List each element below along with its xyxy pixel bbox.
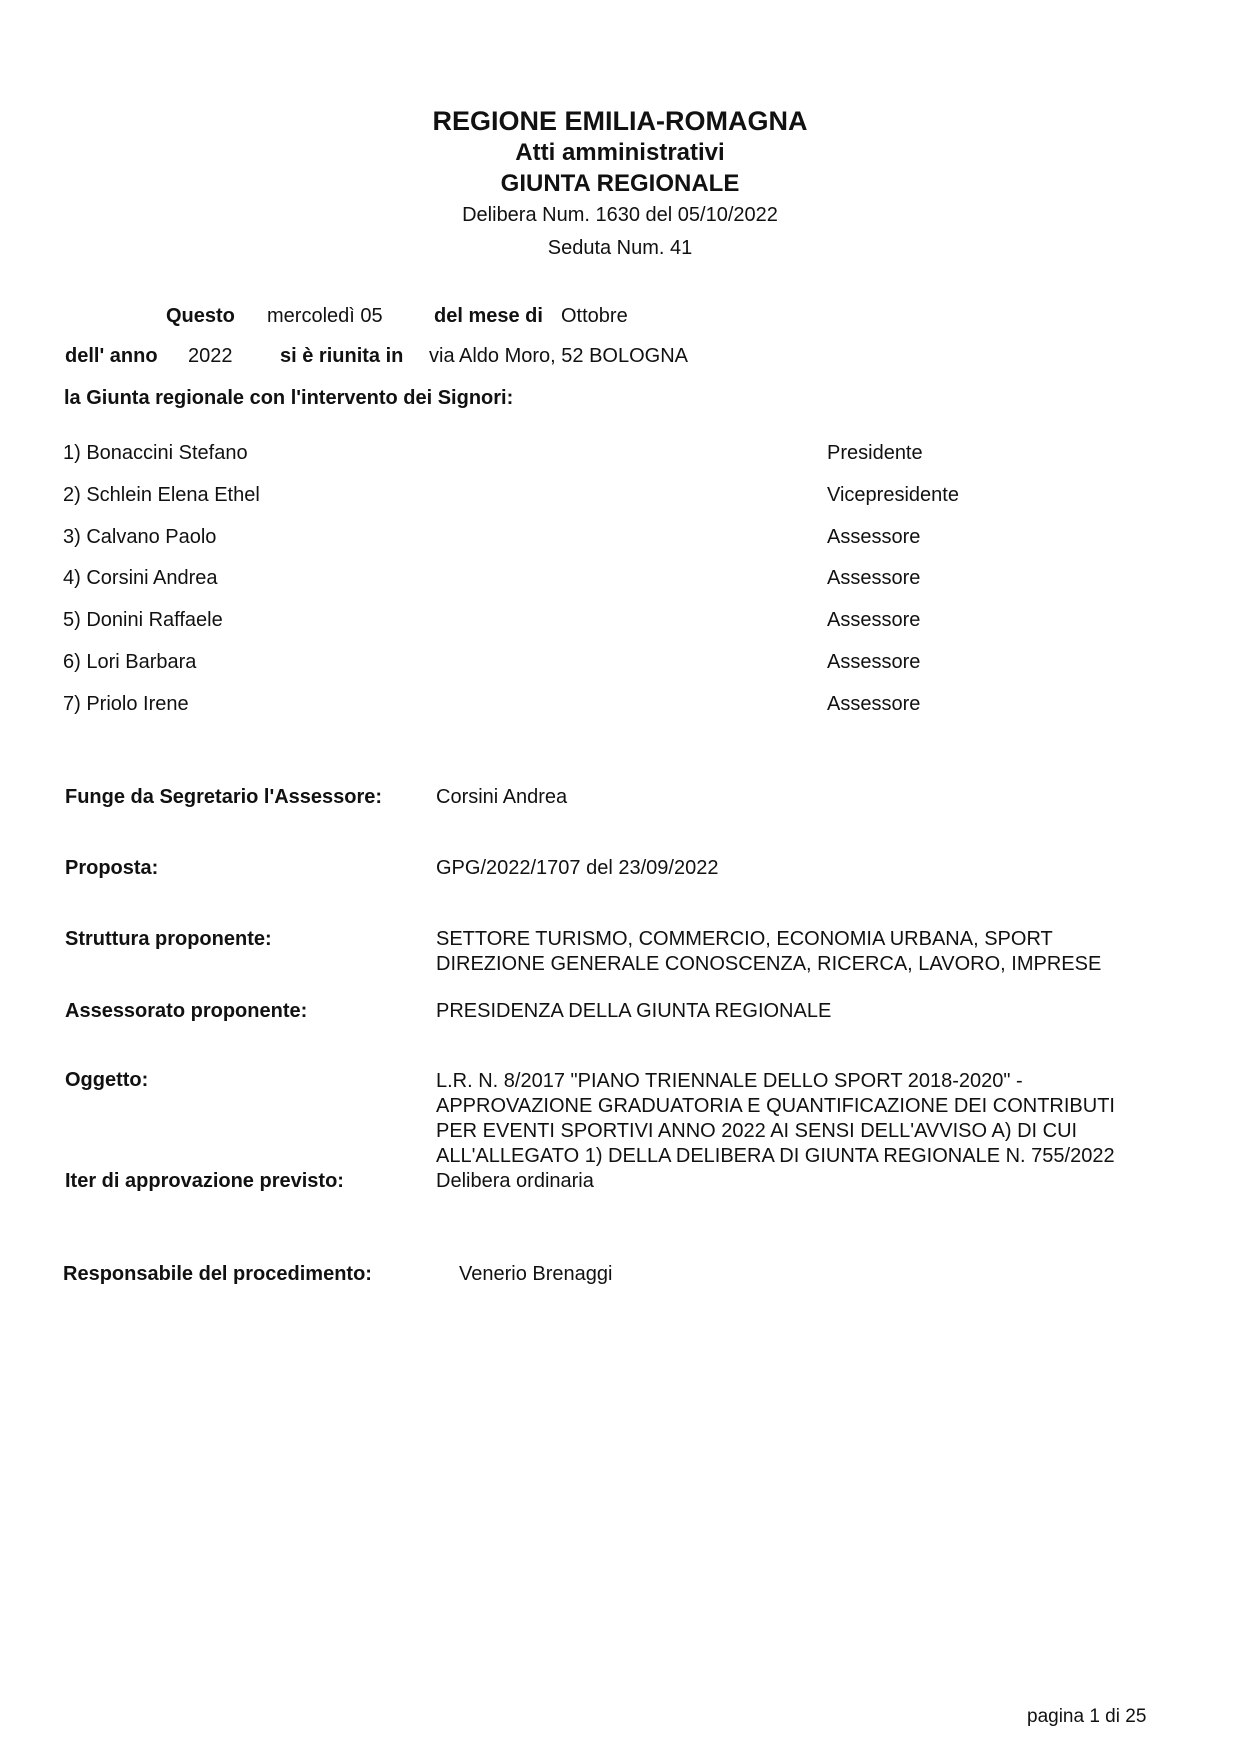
questo-label: Questo bbox=[166, 305, 235, 327]
iter-value: Delibera ordinaria bbox=[436, 1170, 594, 1192]
anno-label: dell' anno bbox=[65, 345, 158, 367]
proposta-label: Proposta: bbox=[65, 857, 159, 879]
member-name: 3) Calvano Paolo bbox=[63, 526, 217, 548]
assessorato-value: PRESIDENZA DELLA GIUNTA REGIONALE bbox=[436, 1000, 832, 1022]
responsabile-value: Venerio Brenaggi bbox=[459, 1263, 613, 1285]
member-role: Vicepresidente bbox=[827, 484, 959, 506]
document-subtitle: Atti amministrativi bbox=[515, 139, 725, 166]
member-role: Assessore bbox=[827, 526, 921, 548]
session-place: via Aldo Moro, 52 BOLOGNA bbox=[429, 345, 689, 367]
member-name: 7) Priolo Irene bbox=[63, 693, 189, 715]
member-role: Assessore bbox=[827, 693, 921, 715]
seduta-number: Seduta Num. 41 bbox=[547, 237, 693, 259]
attendance-intro: la Giunta regionale con l'intervento dei Signori: bbox=[64, 387, 514, 409]
struttura-label: Struttura proponente: bbox=[65, 928, 272, 950]
member-name: 4) Corsini Andrea bbox=[63, 567, 218, 589]
proposta-value: GPG/2022/1707 del 23/09/2022 bbox=[436, 857, 719, 879]
struttura-line-2: DIREZIONE GENERALE CONOSCENZA, RICERCA, LAVORO, IMPRESE bbox=[436, 953, 1102, 975]
oggetto-value: L.R. N. 8/2017 "PIANO TRIENNALE DELLO SPORT 2018-2020" - APPROVAZIONE GRADUATORIA E QUANTIFICAZIONE DEI CONTRIBUTI PER EVENTI SPORTIVI ANNO 2022 AI SENSI DELL'AVVISO A) DI CUI ALL'ALLEGATO 1) DELLA DELIBERA DI GIUNTA REGIONALE N. 755/2022 bbox=[436, 1070, 1115, 1167]
iter-label: Iter di approvazione previsto: bbox=[65, 1170, 344, 1192]
member-role: Assessore bbox=[827, 609, 921, 631]
riunita-label: si è riunita in bbox=[280, 345, 404, 367]
member-name: 2) Schlein Elena Ethel bbox=[63, 484, 260, 506]
giunta-title: GIUNTA REGIONALE bbox=[500, 170, 740, 197]
session-month: Ottobre bbox=[561, 305, 628, 327]
page-number: pagina 1 di 25 bbox=[1027, 1706, 1147, 1727]
assessorato-label: Assessorato proponente: bbox=[65, 1000, 308, 1022]
segretario-value: Corsini Andrea bbox=[436, 786, 568, 808]
struttura-line-1: SETTORE TURISMO, COMMERCIO, ECONOMIA URBANA, SPORT bbox=[436, 928, 1053, 950]
member-name: 6) Lori Barbara bbox=[63, 651, 197, 673]
session-year: 2022 bbox=[188, 345, 233, 367]
session-day: mercoledì 05 bbox=[267, 305, 383, 327]
delibera-number: Delibera Num. 1630 del 05/10/2022 bbox=[462, 204, 778, 226]
member-name: 1) Bonaccini Stefano bbox=[63, 442, 248, 464]
member-name: 5) Donini Raffaele bbox=[63, 609, 223, 631]
oggetto-label: Oggetto: bbox=[65, 1069, 149, 1091]
member-role: Presidente bbox=[827, 442, 923, 464]
member-role: Assessore bbox=[827, 567, 921, 589]
mese-label: del mese di bbox=[434, 305, 543, 327]
region-title: REGIONE EMILIA-ROMAGNA bbox=[432, 106, 808, 136]
responsabile-label: Responsabile del procedimento: bbox=[63, 1263, 372, 1285]
segretario-label: Funge da Segretario l'Assessore: bbox=[65, 786, 383, 808]
member-role: Assessore bbox=[827, 651, 921, 673]
